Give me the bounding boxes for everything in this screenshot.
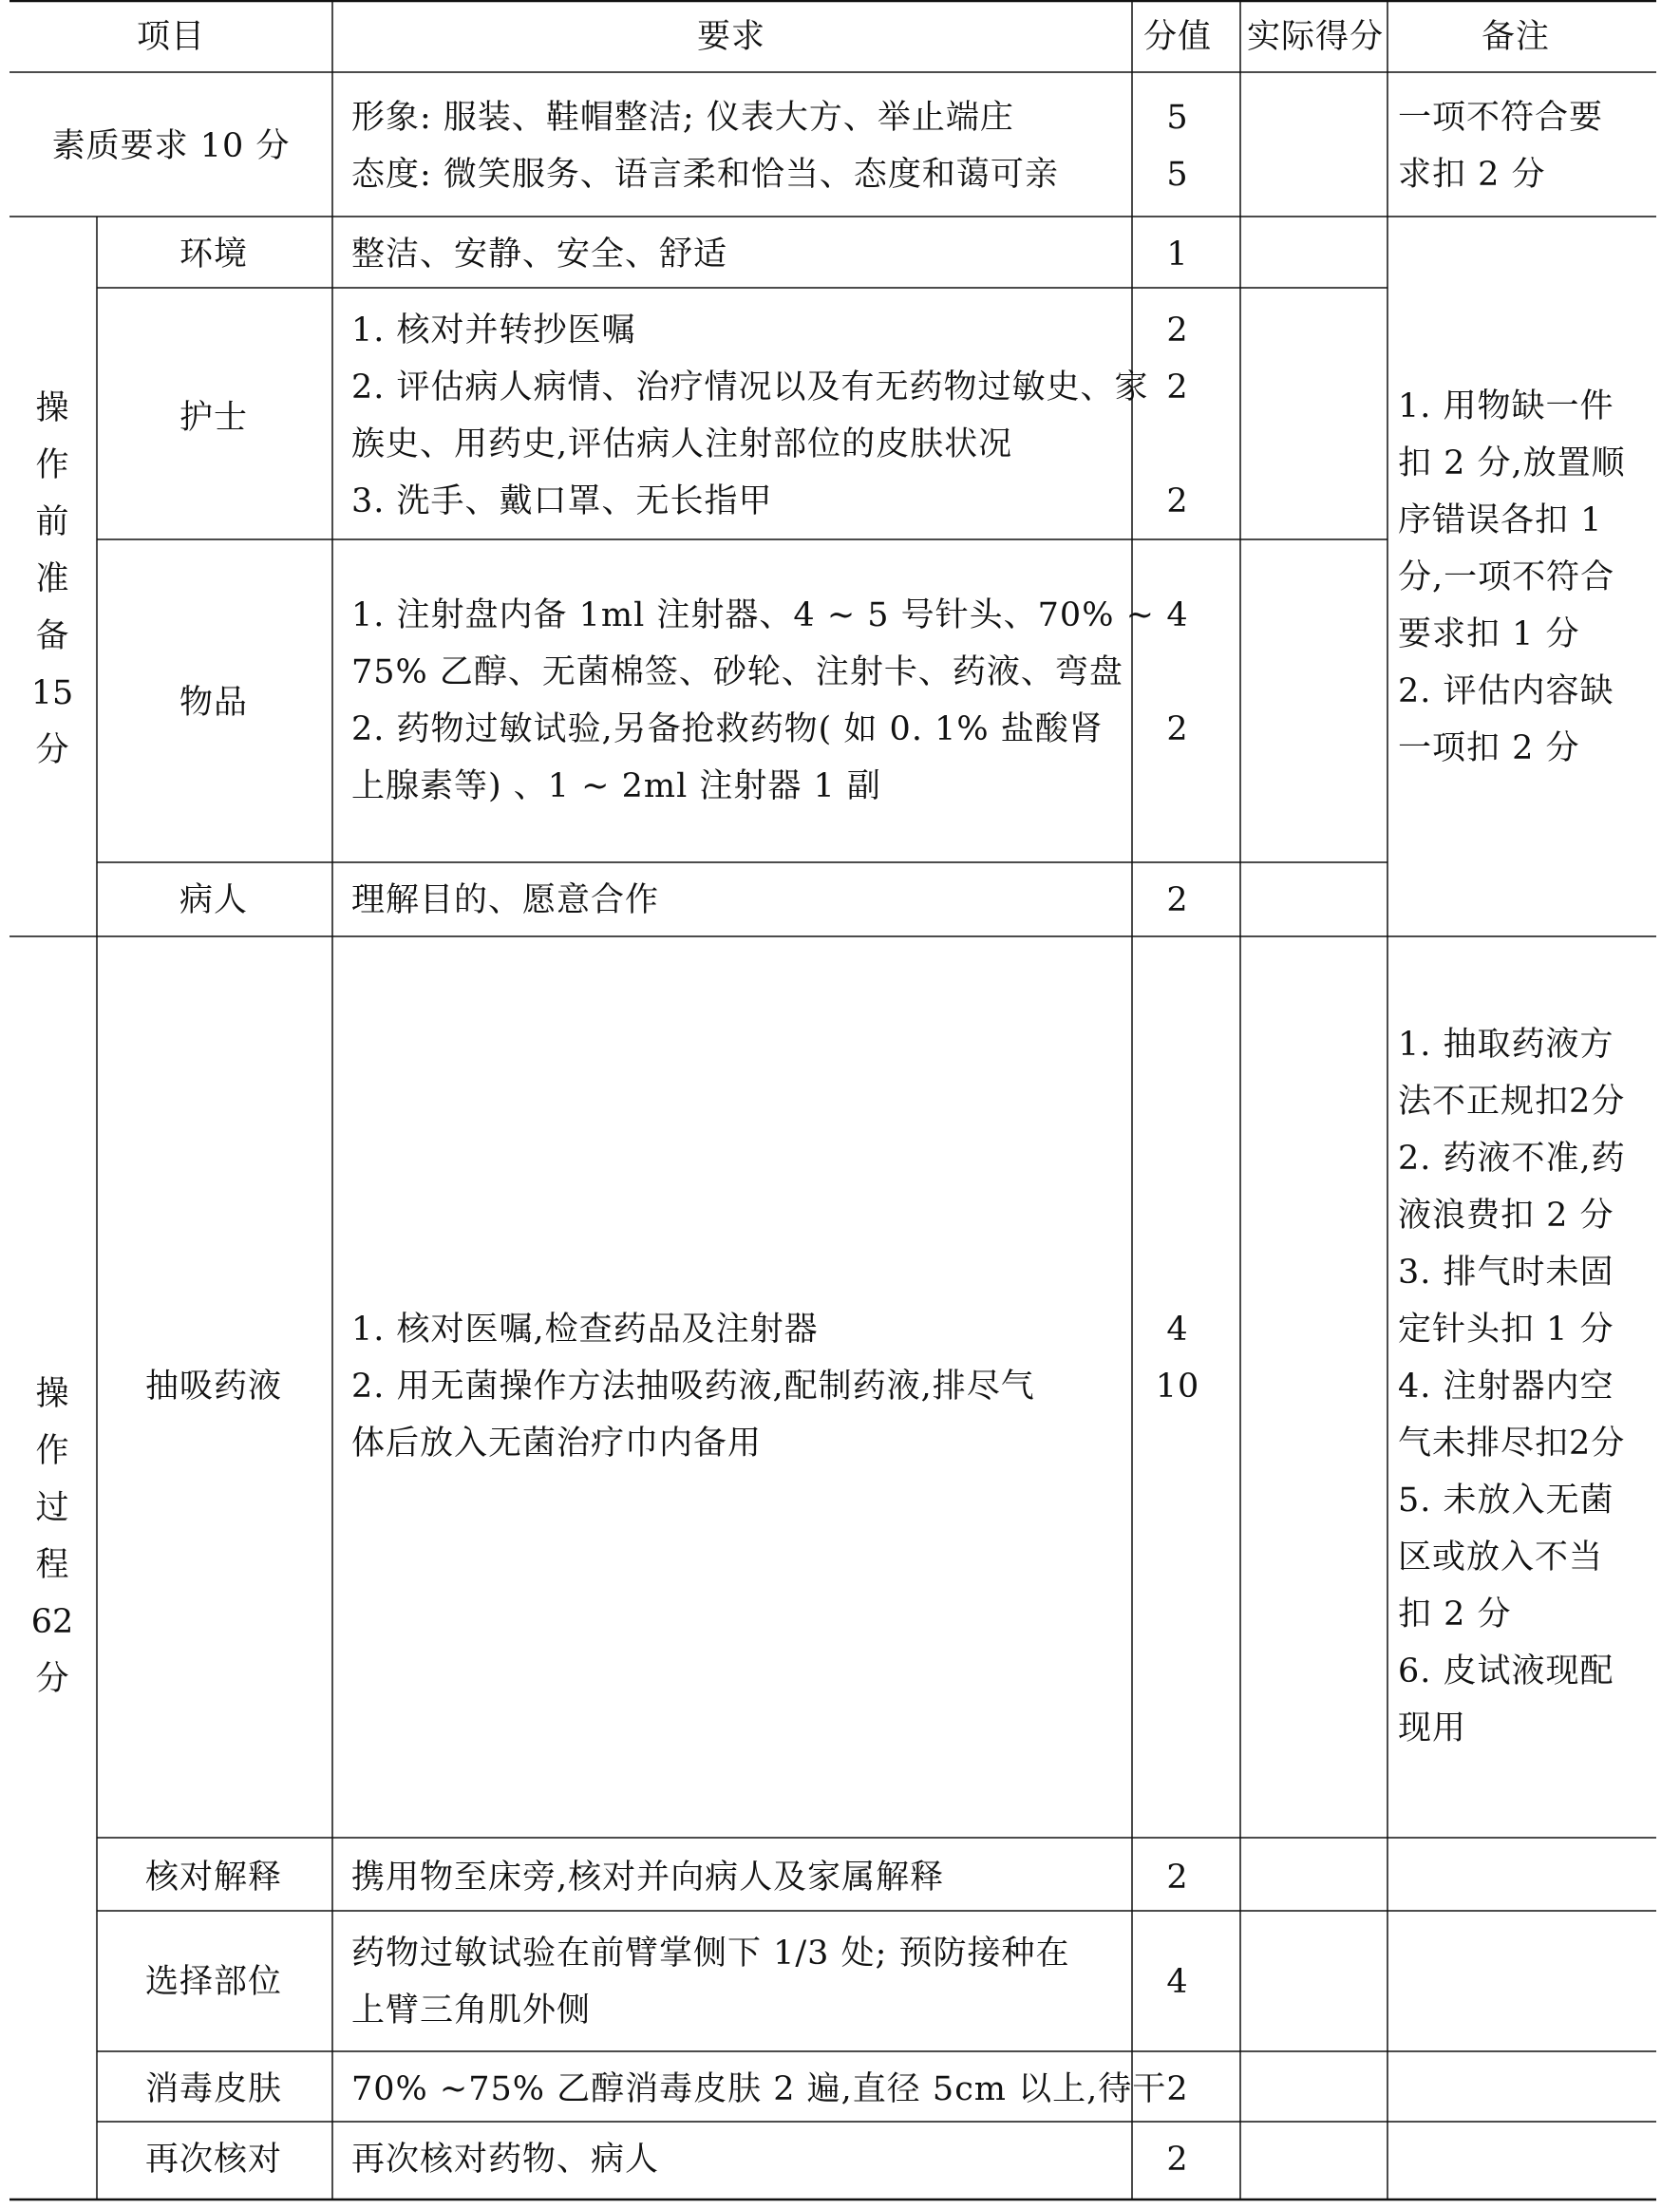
process-draw-remark: 现用 (1398, 1709, 1467, 1747)
process-verify-line: 携用物至床旁,核对并向病人及家属解释 (351, 1859, 945, 1897)
prep-remark-line: 2. 评估内容缺 (1398, 672, 1614, 710)
process-item-draw-medication: 抽吸药液 (144, 1368, 283, 1406)
process-disinfect-line: 70% ~75% 乙醇消毒皮肤 2 遍,直径 5cm 以上,待干 (351, 2070, 1167, 2108)
process-draw-remark: 3. 排气时未固 (1398, 1254, 1614, 1292)
header-actual-score: 实际得分 (1246, 18, 1385, 56)
process-draw-remark: 5. 未放入无菌 (1398, 1482, 1614, 1520)
process-verify-points: 2 (1166, 1859, 1189, 1897)
prep-item-environment: 环境 (179, 236, 249, 274)
prep-supplies-points: 2 (1166, 710, 1189, 748)
process-draw-remark: 液浪费扣 2 分 (1398, 1197, 1614, 1235)
process-section-char: 作 (35, 1432, 69, 1470)
process-draw-remark: 扣 2 分 (1398, 1595, 1512, 1633)
process-disinfect-points: 2 (1166, 2070, 1189, 2108)
scoring-table (9, 0, 1656, 2201)
prep-section-char: 分 (35, 731, 69, 769)
process-draw-remark: 区或放入不当 (1398, 1539, 1604, 1577)
quality-line-2: 态度: 微笑服务、语言柔和恰当、态度和蔼可亲 (351, 156, 1059, 194)
process-draw-remark: 气未排尽扣2分 (1398, 1425, 1626, 1463)
quality-remark-2: 求扣 2 分 (1398, 156, 1546, 194)
process-draw-points: 4 (1166, 1311, 1189, 1349)
prep-remark-line: 一项扣 2 分 (1398, 729, 1580, 767)
process-item-verify-explain: 核对解释 (144, 1859, 283, 1897)
prep-environment-line: 整洁、安静、安全、舒适 (351, 236, 728, 274)
process-item-disinfect: 消毒皮肤 (144, 2070, 283, 2108)
process-draw-remark: 6. 皮试液现配 (1398, 1652, 1614, 1690)
process-item-reverify: 再次核对 (144, 2141, 283, 2179)
process-draw-points: 10 (1155, 1368, 1200, 1406)
process-draw-remark: 1. 抽取药液方 (1398, 1026, 1614, 1064)
prep-supplies-line: 75% 乙醇、无菌棉签、砂轮、注射卡、药液、弯盘 (351, 653, 1123, 691)
process-draw-remark: 4. 注射器内空 (1398, 1368, 1614, 1406)
process-section-char: 过 (35, 1489, 69, 1527)
process-reverify-line: 再次核对药物、病人 (351, 2141, 660, 2179)
prep-section-char: 前 (35, 503, 69, 541)
prep-remark-line: 分,一项不符合 (1398, 558, 1615, 596)
prep-supplies-line: 上腺素等) 、1 ~ 2ml 注射器 1 副 (351, 767, 881, 805)
prep-supplies-line: 2. 药物过敏试验,另备抢救药物( 如 0. 1% 盐酸肾 (351, 710, 1104, 748)
prep-supplies-points: 4 (1166, 596, 1189, 634)
prep-environment-points: 1 (1166, 236, 1189, 274)
prep-patient-line: 理解目的、愿意合作 (351, 881, 660, 919)
quality-points-1: 5 (1166, 99, 1189, 137)
process-site-points: 4 (1166, 1963, 1189, 2001)
prep-remark-line: 序错误各扣 1 (1398, 501, 1603, 539)
prep-nurse-points: 2 (1166, 368, 1189, 406)
prep-nurse-line: 族史、用药史,评估病人注射部位的皮肤状况 (351, 425, 1013, 463)
prep-item-supplies: 物品 (179, 684, 249, 722)
process-draw-remark: 定针头扣 1 分 (1398, 1311, 1614, 1349)
prep-nurse-line: 2. 评估病人病情、治疗情况以及有无药物过敏史、家 (351, 368, 1149, 406)
process-site-line: 上臂三角肌外侧 (351, 1992, 592, 2030)
prep-patient-points: 2 (1166, 881, 1189, 919)
header-item: 项目 (136, 18, 206, 56)
header-requirement: 要求 (696, 18, 766, 56)
prep-nurse-line: 3. 洗手、戴口罩、无长指甲 (351, 482, 773, 520)
quality-remark-1: 一项不符合要 (1398, 99, 1604, 137)
prep-section-char: 准 (35, 560, 69, 598)
quality-title: 素质要求 10 分 (51, 127, 291, 165)
quality-line-1: 形象: 服装、鞋帽整洁; 仪表大方、举止端庄 (351, 99, 1014, 137)
prep-supplies-line: 1. 注射盘内备 1ml 注射器、4 ~ 5 号针头、70% ~ (351, 596, 1155, 634)
process-draw-line: 2. 用无菌操作方法抽吸药液,配制药液,排尽气 (351, 1368, 1035, 1406)
prep-item-nurse: 护士 (179, 399, 249, 437)
process-item-select-site: 选择部位 (144, 1963, 283, 2001)
prep-nurse-line: 1. 核对并转抄医嘱 (351, 312, 636, 349)
prep-remark-line: 要求扣 1 分 (1398, 615, 1580, 653)
process-section-char: 分 (35, 1660, 69, 1698)
process-section-char: 操 (35, 1375, 69, 1413)
prep-remark-line: 扣 2 分,放置顺 (1398, 444, 1626, 482)
prep-item-patient: 病人 (179, 881, 249, 919)
prep-section-char: 作 (35, 446, 69, 484)
quality-points-2: 5 (1166, 156, 1189, 194)
prep-remark-line: 1. 用物缺一件 (1398, 387, 1614, 425)
process-draw-line: 体后放入无菌治疗巾内备用 (351, 1425, 763, 1463)
prep-section-char: 操 (35, 389, 69, 427)
process-site-line: 药物过敏试验在前臂掌侧下 1/3 处; 预防接种在 (351, 1935, 1070, 1973)
process-reverify-points: 2 (1166, 2141, 1189, 2179)
process-draw-line: 1. 核对医嘱,检查药品及注射器 (351, 1311, 819, 1349)
prep-nurse-points: 2 (1166, 312, 1189, 349)
process-section-char: 62 (30, 1603, 74, 1641)
header-points: 分值 (1142, 18, 1213, 56)
process-section-char: 程 (35, 1546, 69, 1584)
prep-section-char: 15 (30, 674, 74, 712)
prep-section-char: 备 (35, 617, 69, 655)
prep-nurse-points: 2 (1166, 482, 1189, 520)
process-draw-remark: 2. 药液不准,药 (1398, 1140, 1626, 1178)
process-draw-remark: 法不正规扣2分 (1398, 1083, 1626, 1121)
header-remarks: 备注 (1481, 18, 1551, 56)
